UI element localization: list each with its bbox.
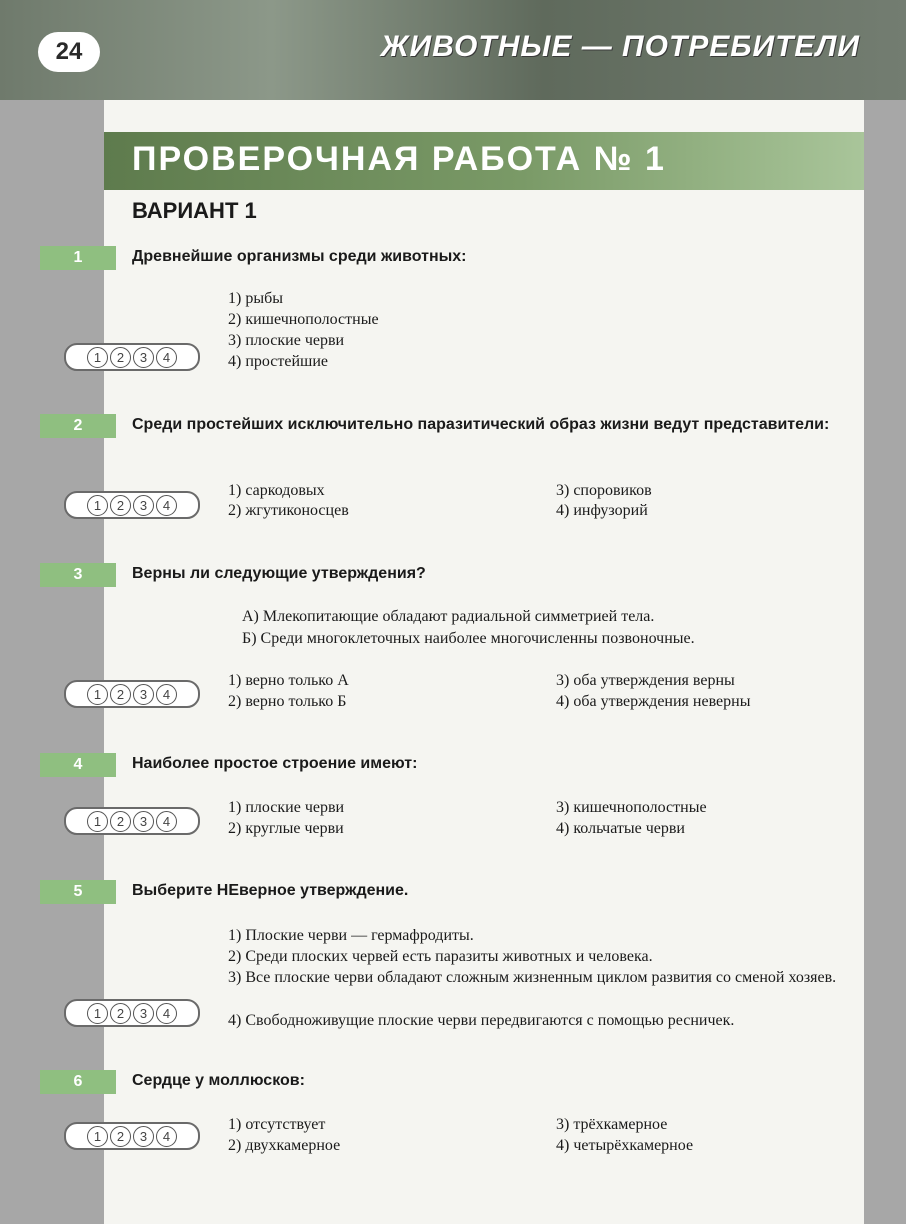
option-3-1[interactable]: 1) верно только А: [228, 672, 349, 689]
option-5-4[interactable]: 4) Свободноживущие плоские черви передвигаются с помощью ресничек.: [228, 1012, 735, 1029]
answer-circle-4[interactable]: 4: [156, 811, 177, 832]
answer-circle-1[interactable]: 1: [87, 1003, 108, 1024]
question-number-4: 4: [40, 753, 116, 777]
answer-circle-1[interactable]: 1: [87, 1126, 108, 1147]
answer-circle-3[interactable]: 3: [133, 1003, 154, 1024]
answer-circle-2[interactable]: 2: [110, 1003, 131, 1024]
answer-circle-2[interactable]: 2: [110, 347, 131, 368]
answer-circle-4[interactable]: 4: [156, 347, 177, 368]
answer-circle-2[interactable]: 2: [110, 1126, 131, 1147]
option-2-3[interactable]: 3) споровиков: [556, 482, 652, 499]
question-text-4: Наиболее простое строение имеют:: [132, 755, 418, 772]
answer-circle-4[interactable]: 4: [156, 684, 177, 705]
option-6-3[interactable]: 3) трёхкамерное: [556, 1116, 668, 1133]
question-text-2: Среди простейших исключительно паразитический образ жизни ведут представители:: [132, 416, 830, 433]
answer-circle-4[interactable]: 4: [156, 1003, 177, 1024]
page-number: 24: [38, 32, 100, 72]
variant-heading: ВАРИАНТ 1: [132, 198, 257, 223]
question-text-6: Сердце у моллюсков:: [132, 1072, 305, 1089]
option-3-2[interactable]: 2) верно только Б: [228, 693, 347, 710]
answer-circle-2[interactable]: 2: [110, 495, 131, 516]
option-6-1[interactable]: 1) отсутствует: [228, 1116, 326, 1133]
answer-circle-3[interactable]: 3: [133, 811, 154, 832]
answer-box-6: [64, 1122, 200, 1150]
chapter-title: ЖИВОТНЫЕ — ПОТРЕБИТЕЛИ: [380, 30, 860, 63]
statement-b: Б) Среди многоклеточных наиболее многочисленны позвоночные.: [242, 630, 695, 647]
option-1-3[interactable]: 3) плоские черви: [228, 332, 345, 349]
answer-circle-1[interactable]: 1: [87, 495, 108, 516]
answer-box-3: [64, 680, 200, 708]
option-1-1[interactable]: 1) рыбы: [228, 290, 283, 307]
option-4-2[interactable]: 2) круглые черви: [228, 820, 344, 837]
option-3-4[interactable]: 4) оба утверждения неверны: [556, 693, 751, 710]
question-text-1: Древнейшие организмы среди животных:: [132, 248, 467, 265]
answer-box-1: [64, 343, 200, 371]
option-4-3[interactable]: 3) кишечнополостные: [556, 799, 707, 816]
page-sheet: [104, 100, 864, 1224]
option-6-4[interactable]: 4) четырёхкамерное: [556, 1137, 694, 1154]
answer-circle-1[interactable]: 1: [87, 347, 108, 368]
option-5-3[interactable]: 3) Все плоские черви обладают сложным жизненным циклом развития со сменой хозяев.: [228, 969, 837, 986]
question-number-3: 3: [40, 563, 116, 587]
option-2-1[interactable]: 1) саркодовых: [228, 482, 325, 499]
answer-circle-3[interactable]: 3: [133, 684, 154, 705]
question-number-6: 6: [40, 1070, 116, 1094]
question-number-5: 5: [40, 880, 116, 904]
page-title: ПРОВЕРОЧНАЯ РАБОТА № 1: [132, 140, 666, 178]
option-3-3[interactable]: 3) оба утверждения верны: [556, 672, 735, 689]
option-2-2[interactable]: 2) жгутиконосцев: [228, 502, 349, 519]
option-5-1[interactable]: 1) Плоские черви — гермафродиты.: [228, 927, 474, 944]
option-4-4[interactable]: 4) кольчатые черви: [556, 820, 685, 837]
answer-circle-4[interactable]: 4: [156, 495, 177, 516]
answer-circle-1[interactable]: 1: [87, 684, 108, 705]
option-6-2[interactable]: 2) двухкамерное: [228, 1137, 341, 1154]
option-5-2[interactable]: 2) Среди плоских червей есть паразиты животных и человека.: [228, 948, 653, 965]
question-text-3: Верны ли следующие утверждения?: [132, 565, 426, 582]
answer-circle-2[interactable]: 2: [110, 811, 131, 832]
question-text-5: Выберите НЕверное утверждение.: [132, 882, 409, 899]
answer-circle-4[interactable]: 4: [156, 1126, 177, 1147]
answer-circle-3[interactable]: 3: [133, 1126, 154, 1147]
option-4-1[interactable]: 1) плоские черви: [228, 799, 345, 816]
answer-box-2: [64, 491, 200, 519]
answer-circle-3[interactable]: 3: [133, 347, 154, 368]
option-1-4[interactable]: 4) простейшие: [228, 353, 329, 370]
answer-circle-3[interactable]: 3: [133, 495, 154, 516]
answer-circle-1[interactable]: 1: [87, 811, 108, 832]
option-2-4[interactable]: 4) инфузорий: [556, 502, 648, 519]
answer-box-5: [64, 999, 200, 1027]
answer-box-4: [64, 807, 200, 835]
statement-a: А) Млекопитающие обладают радиальной симметрией тела.: [242, 608, 655, 625]
answer-circle-2[interactable]: 2: [110, 684, 131, 705]
option-1-2[interactable]: 2) кишечнополостные: [228, 311, 379, 328]
question-number-2: 2: [40, 414, 116, 438]
question-number-1: 1: [40, 246, 116, 270]
